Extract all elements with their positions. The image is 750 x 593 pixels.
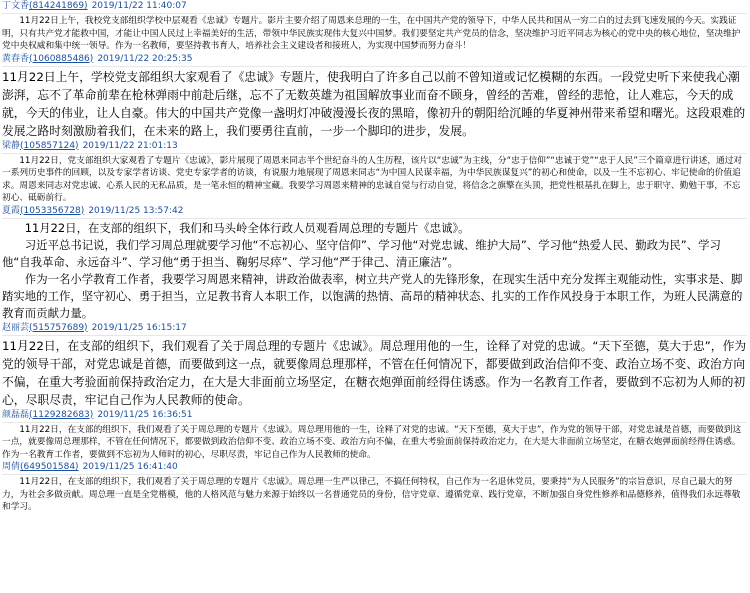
username[interactable]: 夏霞 [2,205,21,216]
comment-post [0,0,750,53]
timestamp: 2019/11/25 13:57:42 [88,205,184,216]
comment-header [2,140,747,154]
comment-text: 习近平总书记说，我们学习周总理就要学习他“不忘初心、坚守信仰”、学习他“对党忠诚、维护大局”、学习他“热爱人民、勤政为民”、学习他“自我革命、永远奋斗”、学习他“勇于担当、鞠躬尽瘁”、学习他“严于律己、清正廉洁”。 [2,237,721,269]
timestamp: 2019/11/25 16:36:51 [97,409,193,420]
comment-post [0,140,750,205]
comment-text: 作为一名小学教育工作者，我要学习周恩来精神，讲政治做表率，树立共产党人的先锋形象，在现实生活中充分发挥主观能动性，实事求是、脚踏实地的工作，坚守初心、勇于担当，立足教书育人本职工作，以饱满的热情、高昂的精神状态、扎实的工作作风投身于本职工作，为班人民满意的教育而贡献力量。 [2,271,743,320]
username[interactable]: 颜磊磊 [2,409,30,420]
comment-header [2,322,747,336]
user-id-link[interactable]: (105857124) [20,140,79,151]
comment-post [0,461,750,514]
timestamp: 2019/11/25 16:15:17 [91,322,187,333]
comment-text: 11月22日上午，学校党支部组织大家观看了《忠诚》专题片，使我明白了许多自己以前不曾知道或记忆模糊的东西。一段党史听下来使我心潮澎湃，忘不了革命前辈在枪林弹雨中前赴后继，忘不了无数英雄为祖国解放事业而奋不顾身，曾经的苦难，曾经的悲怆，让人难忘，今天的成就，今天的伟业，让人自豪。伟大的中国共产党像一盏明灯冲破漫漫长夜的黑暗，像初升的朝阳给沉睡的华夏神州带来希望和曙光。这段艰难的发展之路时刻激励着我们，在未来的路上，我们要勇往直前，一步一个脚印的进步，发展。 [2,69,746,138]
user-id-link[interactable]: (814241869) [29,1,88,11]
comment-header [2,0,747,14]
username[interactable]: 周倩 [2,462,21,472]
username[interactable]: 赵丽芸 [2,322,30,333]
comment-text: 11月22日，在支部的组织下，我们观看了关于周总理的专题片《忠诚》。周总理一生严以律己，不搞任何特权，自己作为一名退休党员，要秉持“为人民服务”的宗旨意识，尽自己最大的努力，为社会多做贡献。周总理一直是全党楷模，他的人格风范与魅力来源于始终以一名普通党员的身份，信守党章、遵循党章、践行党章，不断加强自身党性修养和品德修养，值得我们永远尊敬和学习。 [2,477,741,512]
username[interactable]: 黄春香 [2,53,30,64]
comment-text: 11月22日，在支部的组织下，我们和马头岭全体行政人员观看周总理的专题片《忠诚》。 [24,220,470,235]
user-id-link[interactable]: (515757689) [29,322,88,333]
comment-text: 11月22日，在支部的组织下，我们观看了关于周总理的专题片《忠诚》。周总理用他的一生，诠释了对党的忠诚。“天下至德，莫大于忠”，作为党的领导干部，对党忠诚是首德，而要做到这一点，就要像周总理那样，不管在任何情况下，都要做到政治信仰不变、政治立场不变、政治方向不偏，在重大考验面前保持政治定力，在大是大非面前立场坚定，在糖衣炮弹面前经得住诱惑。作为一名教育工作者，要做到不忘初为人师的初心，尽职尽责，牢记自己作为人民教师的使命。 [2,338,747,407]
comment-header [2,53,747,67]
user-id-link[interactable]: (1129282683) [29,409,94,420]
user-id-link[interactable]: (1053356728) [20,205,85,216]
comment-header [2,205,747,219]
comment-text: 11月22日，党支部组织大家观看了专题片《忠诚》，影片展现了周恩来同志半个世纪奋斗的人生历程，该片以“忠诚”为主线，分“忠于信仰”“忠诚于党”“忠于人民”三个篇章进行讲述，通过对一系列历史事件的回顾，以及专家学者访谈、党史专家学者的访谈，有说服力地展现了周恩来同志“为中国人民谋幸福，为中华民族谋复兴”的初心和使命，以及一生不忘初心、牢记使命的价值追求。周恩来同志对党忠诚、心系人民的无私品质，是一笔永恒的精神宝藏。我要学习周恩来精神的忠诚自觉与行动自觉，将信念之旗擎在头顶，把党性根基扎在脚上，忠于职守、勤勉干事，不忘初心、砥砺前行。 [2,155,743,203]
username[interactable]: 丁文香 [2,1,30,11]
comment-post [0,322,750,409]
user-id-link[interactable]: (1060885486) [29,53,94,64]
timestamp: 2019/11/22 21:01:13 [82,140,178,151]
comment-header [2,409,747,423]
comment-text: 11月22日上午，我校党支部组织学校中层观看《忠诚》专题片。影片主要介绍了周恩来总理的一生，在中国共产党的领导下，中华人民共和国从一穷二白的过去到飞速发展的今天。实践证明，只有共产党才能救中国，才能让中国人民过上幸福美好的生活，带领中华民族实现伟大复兴中国梦。我们要坚定共产党员的信念，坚决维护习近平同志为核心的党中央的核心地位，坚决维护党中央权威和集中统一领导。作为一名教师，要坚持教书育人，培养社会主义建设者和接班人，为实现中国梦而努力奋斗！ [2,16,741,51]
comment-header [2,461,747,475]
timestamp: 2019/11/25 16:41:40 [82,462,178,472]
comment-post [0,53,750,140]
timestamp: 2019/11/22 20:25:35 [97,53,193,64]
timestamp: 2019/11/22 11:40:07 [91,1,187,11]
username[interactable]: 梁静 [2,140,21,151]
comment-text: 11月22日，在支部的组织下，我们观看了关于周总理的专题片《忠诚》。周总理用他的一生，诠释了对党的忠诚。“天下至德，莫大于忠”，作为党的领导干部，对党忠诚是首德，而要做到这一点，就要像周总理那样，不管在任何情况下，都要做到政治信仰不变、政治立场不变、政治方向不偏，在重大考验面前保持政治定力，在大是大非面前立场坚定，在糖衣炮弹面前经得住诱惑。作为一名教育工作者，要做到不忘初为人师时的初心，尽职尽责，牢记自己作为人民教师的使命。 [2,424,742,460]
comment-post [0,205,750,322]
comment-post [0,409,750,462]
user-id-link[interactable]: (649501584) [20,462,79,472]
